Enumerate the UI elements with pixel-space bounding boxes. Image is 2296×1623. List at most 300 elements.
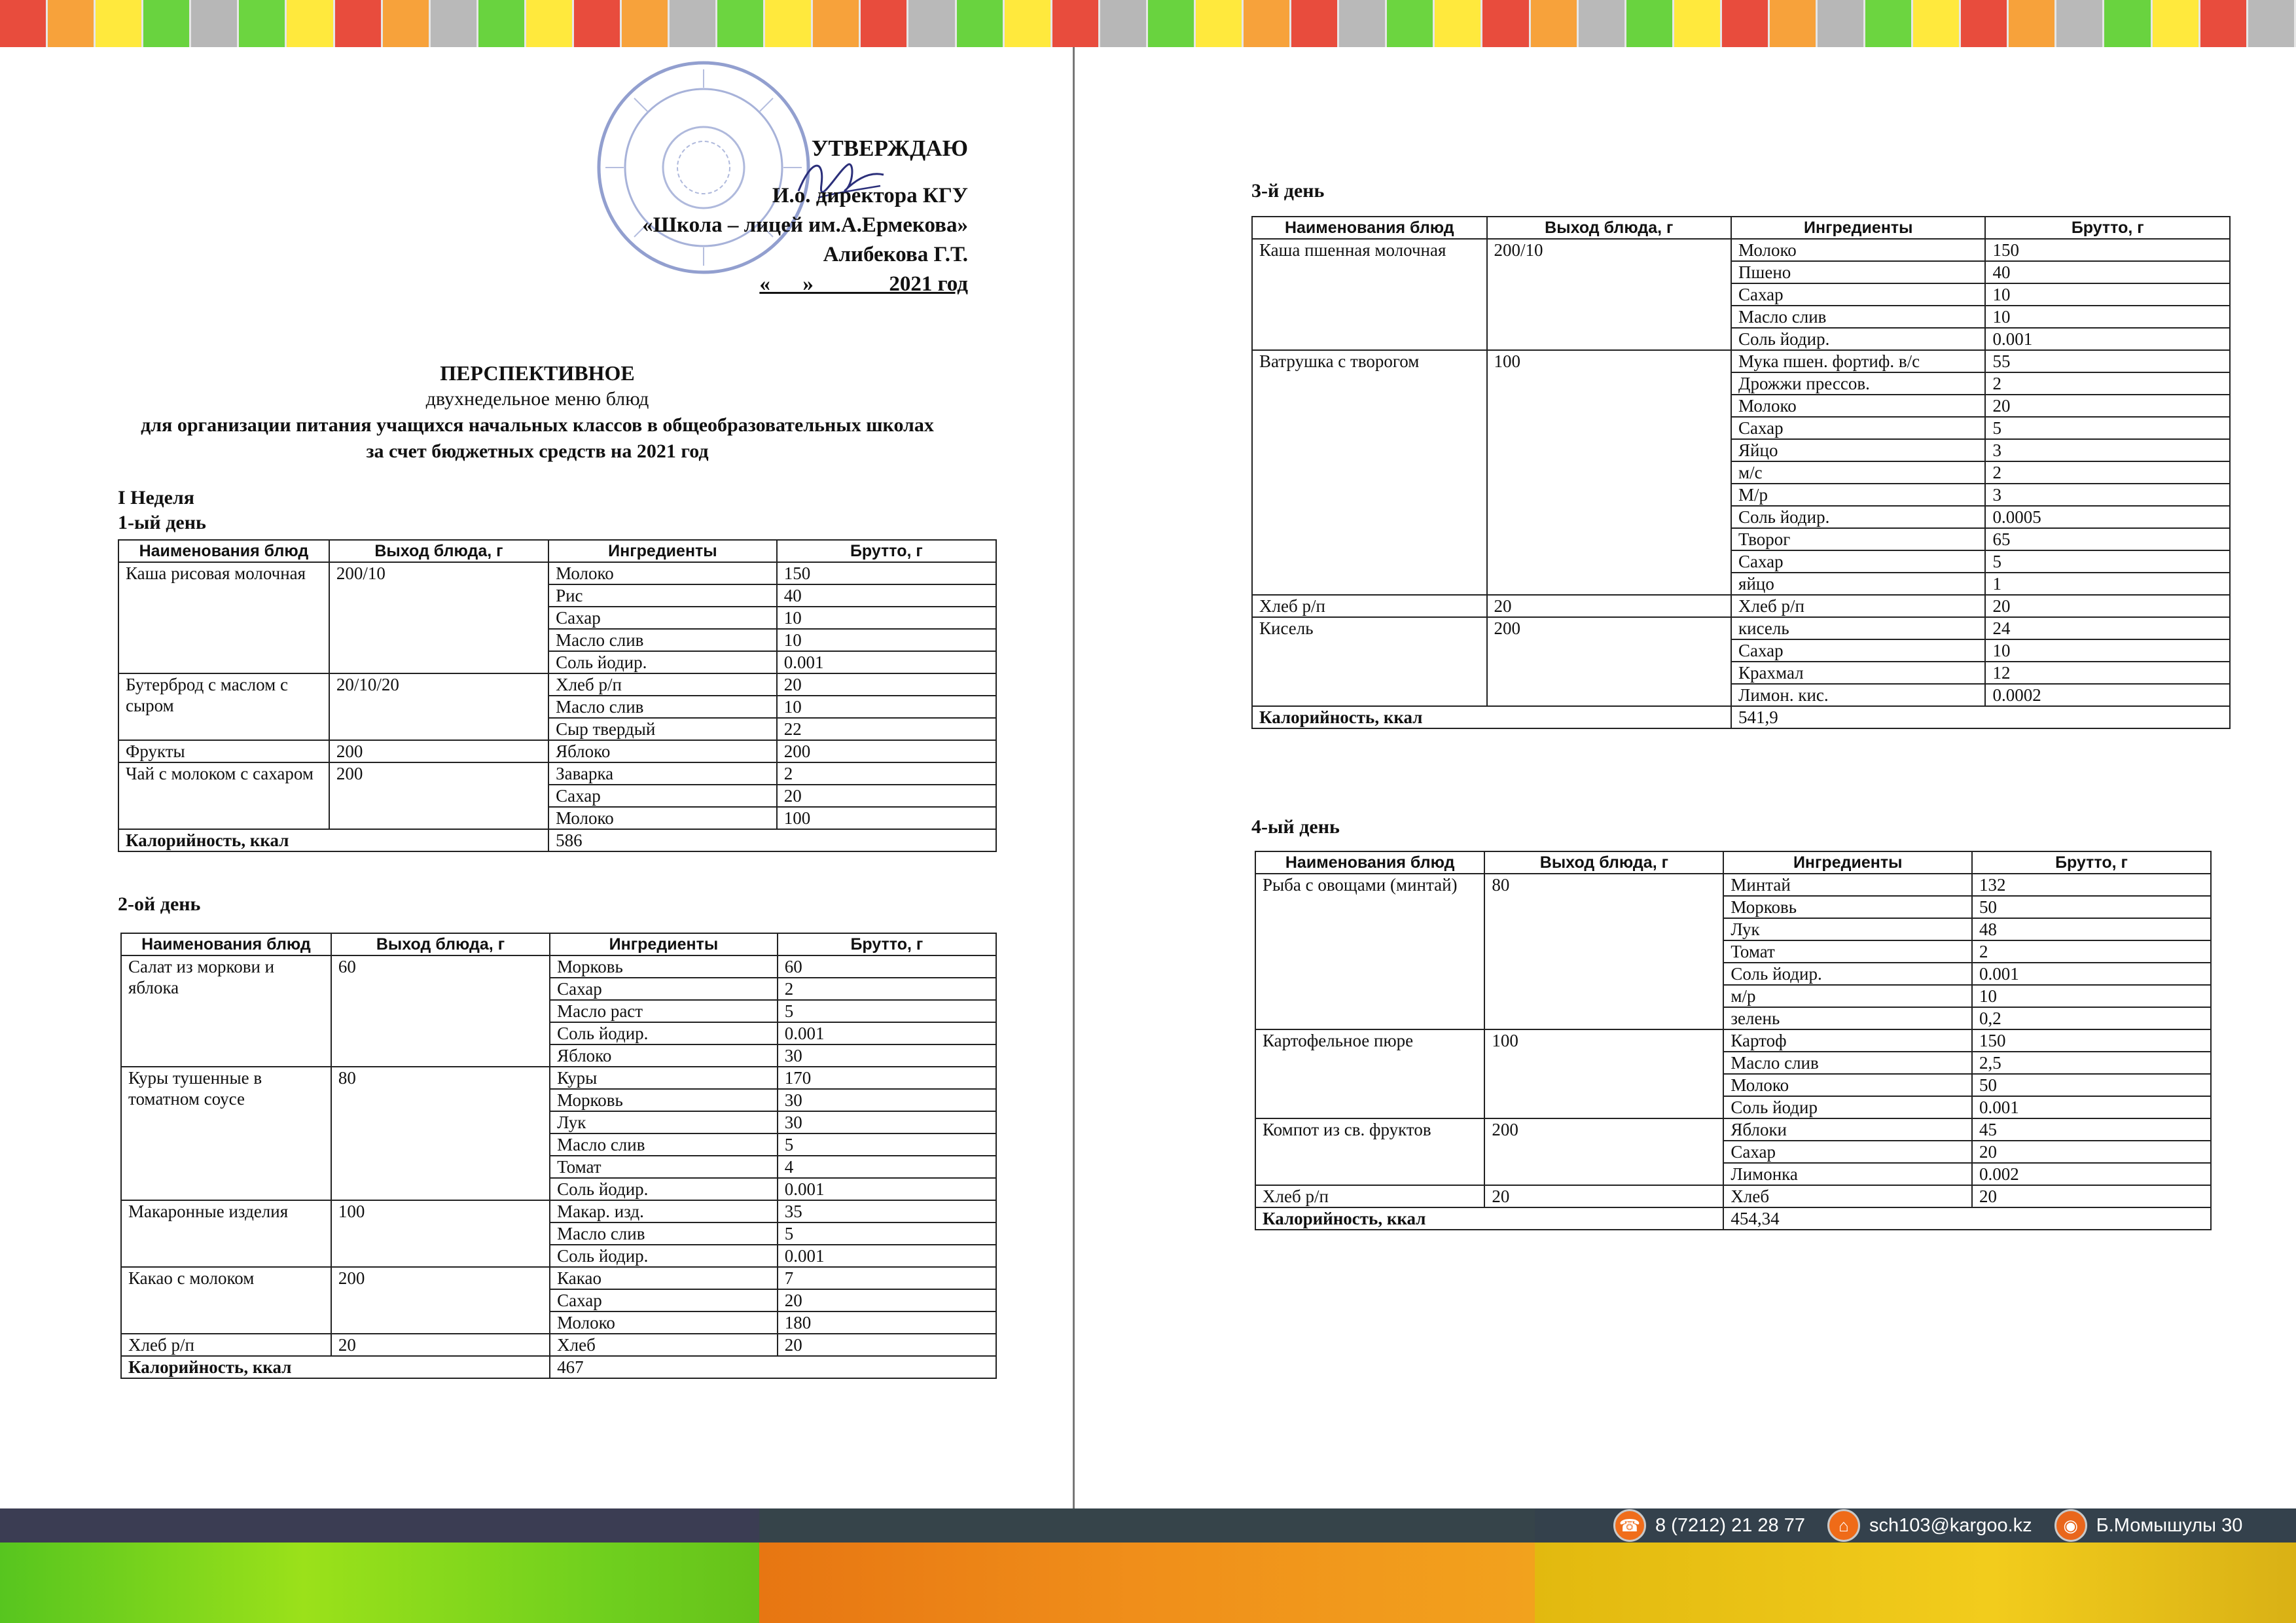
table-row <box>1255 1118 2211 1141</box>
dish-name-cell: Рыба с овощами (минтай) <box>1255 874 1484 1029</box>
ingredient-cell: Минтай <box>1723 874 1972 896</box>
stripe-square <box>191 0 239 47</box>
ingredient-cell: Масло слив <box>1731 306 1985 328</box>
calorie-value: 586 <box>548 829 996 851</box>
contact-bar <box>1535 1508 2296 1543</box>
gross-cell: 2 <box>1985 461 2230 484</box>
gross-cell: 3 <box>1985 439 2230 461</box>
ingredient-cell: Томат <box>550 1156 778 1178</box>
gross-cell: 20 <box>1985 395 2230 417</box>
gross-cell: 0.001 <box>778 1178 996 1200</box>
ingredient-cell: м/с <box>1731 461 1985 484</box>
stripe-square <box>1818 0 1865 47</box>
stripe-square <box>526 0 574 47</box>
gross-cell: 60 <box>778 955 996 978</box>
ingredient-cell: Хлеб р/п <box>1731 595 1985 617</box>
gross-cell: 65 <box>1985 528 2230 550</box>
table-row <box>1255 874 2211 896</box>
stripe-square <box>383 0 431 47</box>
gross-cell: 30 <box>778 1089 996 1111</box>
ingredient-cell: Соль йодир. <box>548 651 777 673</box>
table-row <box>118 673 996 696</box>
table-row <box>1255 1185 2211 1207</box>
column-header-dish: Наименования блюд <box>121 933 331 955</box>
ingredient-cell: Соль йодир. <box>1731 328 1985 350</box>
menu-table-day-4 <box>1255 851 2212 1230</box>
ingredient-cell: Сахар <box>1731 283 1985 306</box>
table-header-row <box>118 540 996 562</box>
stripe-square <box>1148 0 1196 47</box>
ingredient-cell: Мука пшен. фортиф. в/с <box>1731 350 1985 372</box>
table-row <box>121 1200 996 1222</box>
yield-cell: 20 <box>1487 595 1732 617</box>
approval-organization: «Школа – лицей им.А.Ермекова» <box>642 213 968 237</box>
column-header-yield: Выход блюда, г <box>1484 851 1723 874</box>
table-header-row <box>1252 217 2230 239</box>
dish-name-cell: Хлеб р/п <box>1252 595 1487 617</box>
column-header-gross: Брутто, г <box>1972 851 2211 874</box>
gross-cell: 0,2 <box>1972 1007 2211 1029</box>
mail-icon: ⌂ <box>1827 1509 1860 1542</box>
location-icon: ◉ <box>2054 1509 2087 1542</box>
ingredient-cell: Лимонка <box>1723 1163 1972 1185</box>
ingredient-cell: Соль йодир. <box>550 1022 778 1044</box>
ingredient-cell: Лук <box>1723 918 1972 940</box>
ingredient-cell: Морковь <box>550 955 778 978</box>
stripe-square <box>1100 0 1148 47</box>
column-header-ingredients: Ингредиенты <box>1731 217 1985 239</box>
ingredient-cell: Сахар <box>550 1289 778 1311</box>
stripe-square <box>1291 0 1339 47</box>
calorie-row <box>1255 1207 2211 1230</box>
ingredient-cell: Сахар <box>1723 1141 1972 1163</box>
column-header-dish: Наименования блюд <box>1255 851 1484 874</box>
gross-cell: 10 <box>1972 985 2211 1007</box>
stripe-square <box>957 0 1005 47</box>
ingredient-cell: Лук <box>550 1111 778 1133</box>
calorie-value: 454,34 <box>1723 1207 2211 1230</box>
document-page-right <box>1077 47 2296 1508</box>
column-header-dish: Наименования блюд <box>118 540 329 562</box>
ingredient-cell: Молоко <box>1723 1074 1972 1096</box>
calorie-label: Калорийность, ккал <box>1252 706 1731 728</box>
yield-cell: 200 <box>329 762 548 829</box>
ingredient-cell: Молоко <box>1731 395 1985 417</box>
dish-name-cell: Фрукты <box>118 740 329 762</box>
gross-cell: 0.001 <box>777 651 996 673</box>
gross-cell: 0.001 <box>1985 328 2230 350</box>
column-header-gross: Брутто, г <box>777 540 996 562</box>
yield-cell: 20/10/20 <box>329 673 548 740</box>
stripe-square <box>2200 0 2248 47</box>
stripe-square <box>1865 0 1913 47</box>
contact-email[interactable]: sch103@kargoo.kz <box>1869 1514 2032 1536</box>
ingredient-cell: Сахар <box>548 607 777 629</box>
stripe-square <box>1770 0 1818 47</box>
ingredient-cell: Картоф <box>1723 1029 1972 1052</box>
stripe-square <box>239 0 287 47</box>
gross-cell: 10 <box>777 696 996 718</box>
stripe-square <box>2056 0 2104 47</box>
ingredient-cell: Томат <box>1723 940 1972 963</box>
gross-cell: 7 <box>778 1267 996 1289</box>
stripe-square <box>1482 0 1530 47</box>
column-header-ingredients: Ингредиенты <box>1723 851 1972 874</box>
bottom-gradient-band <box>0 1543 2296 1623</box>
stripe-square <box>1244 0 1291 47</box>
gross-cell: 0.001 <box>778 1022 996 1044</box>
yield-cell: 80 <box>1484 874 1723 1029</box>
stripe-square <box>1531 0 1579 47</box>
calorie-row <box>121 1356 996 1378</box>
gross-cell: 180 <box>778 1311 996 1334</box>
gross-cell: 48 <box>1972 918 2211 940</box>
stripe-square <box>765 0 813 47</box>
gross-cell: 30 <box>778 1044 996 1067</box>
ingredient-cell: Пшено <box>1731 261 1985 283</box>
dish-name-cell: Хлеб р/п <box>121 1334 331 1356</box>
stripe-square <box>813 0 861 47</box>
ingredient-cell: Яблоки <box>1723 1118 1972 1141</box>
gross-cell: 5 <box>1985 550 2230 573</box>
stripe-square <box>478 0 526 47</box>
ingredient-cell: Масло слив <box>1723 1052 1972 1074</box>
document-subtitle-1: двухнедельное меню блюд <box>425 388 649 410</box>
ingredient-cell: Масло раст <box>550 1000 778 1022</box>
calorie-label: Калорийность, ккал <box>118 829 548 851</box>
yield-cell: 60 <box>331 955 550 1067</box>
ingredient-cell: Дрожжи прессов. <box>1731 372 1985 395</box>
footer-segment-2 <box>759 1508 1535 1543</box>
ingredient-cell: Соль йодир. <box>550 1245 778 1267</box>
menu-table-day-3 <box>1251 216 2231 729</box>
ingredient-cell: м/р <box>1723 985 1972 1007</box>
gross-cell: 20 <box>1972 1185 2211 1207</box>
table-row <box>121 1334 996 1356</box>
gross-cell: 50 <box>1972 1074 2211 1096</box>
column-header-dish: Наименования блюд <box>1252 217 1487 239</box>
approval-signatory: Алибекова Г.Т. <box>823 243 968 266</box>
yield-cell: 200 <box>329 740 548 762</box>
document-title-block <box>0 360 1075 465</box>
stripe-square <box>1961 0 2009 47</box>
stripe-square <box>622 0 670 47</box>
gross-cell: 150 <box>777 562 996 584</box>
gross-cell: 30 <box>778 1111 996 1133</box>
stripe-square <box>1913 0 1961 47</box>
ingredient-cell: Рис <box>548 584 777 607</box>
ingredient-cell: Лимон. кис. <box>1731 684 1985 706</box>
column-header-gross: Брутто, г <box>1985 217 2230 239</box>
stripe-square <box>2153 0 2200 47</box>
table-row <box>118 740 996 762</box>
gross-cell: 2,5 <box>1972 1052 2211 1074</box>
dish-name-cell: Какао с молоком <box>121 1267 331 1334</box>
gross-cell: 20 <box>1985 595 2230 617</box>
ingredient-cell: Хлеб р/п <box>548 673 777 696</box>
table-row <box>121 955 996 978</box>
stripe-square <box>670 0 717 47</box>
menu-table-day-1 <box>118 539 997 852</box>
ingredient-cell: Хлеб <box>1723 1185 1972 1207</box>
table-header-row <box>1255 851 2211 874</box>
gross-cell: 5 <box>778 1000 996 1022</box>
gross-cell: 10 <box>1985 306 2230 328</box>
ingredient-cell: Заварка <box>548 762 777 785</box>
gross-cell: 4 <box>778 1156 996 1178</box>
stripe-square <box>1626 0 1674 47</box>
gross-cell: 3 <box>1985 484 2230 506</box>
bottom-green-band <box>0 1543 759 1623</box>
ingredient-cell: Молоко <box>548 562 777 584</box>
ingredient-cell: Какао <box>550 1267 778 1289</box>
dish-name-cell: Макаронные изделия <box>121 1200 331 1267</box>
table-row <box>121 1267 996 1289</box>
ingredient-cell: Соль йодир. <box>550 1178 778 1200</box>
dish-name-cell: Каша пшенная молочная <box>1252 239 1487 350</box>
table-row <box>1252 595 2230 617</box>
gross-cell: 40 <box>1985 261 2230 283</box>
gross-cell: 20 <box>778 1289 996 1311</box>
stripe-square <box>1722 0 1770 47</box>
ingredient-cell: Макар. изд. <box>550 1200 778 1222</box>
ingredient-cell: Сахар <box>1731 550 1985 573</box>
stripe-square <box>717 0 765 47</box>
column-header-yield: Выход блюда, г <box>1487 217 1732 239</box>
ingredient-cell: Масло слив <box>550 1222 778 1245</box>
ingredient-cell: Яблоко <box>548 740 777 762</box>
ingredient-cell: Молоко <box>548 807 777 829</box>
gross-cell: 10 <box>777 629 996 651</box>
ingredient-cell: Творог <box>1731 528 1985 550</box>
phone-icon: ☎ <box>1613 1509 1646 1542</box>
dish-name-cell: Кисель <box>1252 617 1487 706</box>
gross-cell: 5 <box>1985 417 2230 439</box>
calorie-label: Калорийность, ккал <box>1255 1207 1723 1230</box>
calorie-row <box>1252 706 2230 728</box>
yield-cell: 200 <box>1484 1118 1723 1185</box>
gross-cell: 20 <box>1972 1141 2211 1163</box>
dish-name-cell: Каша рисовая молочная <box>118 562 329 673</box>
stripe-square <box>2009 0 2056 47</box>
dish-name-cell: Ватрушка с творогом <box>1252 350 1487 595</box>
week-heading: I Неделя <box>118 487 194 508</box>
calorie-label: Калорийность, ккал <box>121 1356 550 1378</box>
ingredient-cell: Масло слив <box>550 1133 778 1156</box>
table-row <box>118 562 996 584</box>
menu-table-day-2 <box>120 933 997 1379</box>
column-header-gross: Брутто, г <box>778 933 996 955</box>
dish-name-cell: Чай с молоком с сахаром <box>118 762 329 829</box>
gross-cell: 0.001 <box>1972 1096 2211 1118</box>
yield-cell: 20 <box>1484 1185 1723 1207</box>
gross-cell: 2 <box>777 762 996 785</box>
ingredient-cell: Сахар <box>1731 639 1985 662</box>
gross-cell: 22 <box>777 718 996 740</box>
yield-cell: 200 <box>1487 617 1732 706</box>
gross-cell: 55 <box>1985 350 2230 372</box>
column-header-yield: Выход блюда, г <box>331 933 550 955</box>
gross-cell: 10 <box>1985 639 2230 662</box>
table-row <box>121 1067 996 1089</box>
calorie-row <box>118 829 996 851</box>
table-row <box>1252 617 2230 639</box>
ingredient-cell: Яйцо <box>1731 439 1985 461</box>
stripe-square <box>2104 0 2152 47</box>
yield-cell: 20 <box>331 1334 550 1356</box>
gross-cell: 5 <box>778 1222 996 1245</box>
stripe-square <box>1387 0 1435 47</box>
gross-cell: 200 <box>777 740 996 762</box>
dish-name-cell: Компот из св. фруктов <box>1255 1118 1484 1185</box>
gross-cell: 2 <box>778 978 996 1000</box>
gross-cell: 10 <box>1985 283 2230 306</box>
yield-cell: 80 <box>331 1067 550 1200</box>
calorie-value: 467 <box>550 1356 996 1378</box>
calorie-value: 541,9 <box>1731 706 2230 728</box>
gross-cell: 0.001 <box>778 1245 996 1267</box>
gross-cell: 20 <box>778 1334 996 1356</box>
column-header-yield: Выход блюда, г <box>329 540 548 562</box>
stripe-square <box>48 0 96 47</box>
stripe-square <box>1339 0 1387 47</box>
stripe-square <box>143 0 191 47</box>
gross-cell: 24 <box>1985 617 2230 639</box>
yield-cell: 200/10 <box>1487 239 1732 350</box>
gross-cell: 20 <box>777 785 996 807</box>
gross-cell: 10 <box>777 607 996 629</box>
ingredient-cell: Хлеб <box>550 1334 778 1356</box>
gross-cell: 20 <box>777 673 996 696</box>
ingredient-cell: Масло слив <box>548 696 777 718</box>
ingredient-cell: Сахар <box>550 978 778 1000</box>
dish-name-cell: Бутерброд с маслом с сыром <box>118 673 329 740</box>
ingredient-cell: Морковь <box>550 1089 778 1111</box>
approval-date: « » 2021 год <box>759 272 968 296</box>
ingredient-cell: Куры <box>550 1067 778 1089</box>
day-heading-4: 4-ый день <box>1251 816 1340 838</box>
contact-address: Б.Момышулы 30 <box>2096 1514 2243 1536</box>
ingredient-cell: яйцо <box>1731 573 1985 595</box>
ingredient-cell: Соль йодир <box>1723 1096 1972 1118</box>
stripe-square <box>1196 0 1244 47</box>
document-title: ПЕРСПЕКТИВНОЕ <box>440 361 635 385</box>
color-stripe-bar <box>0 0 2296 47</box>
bottom-orange-band <box>759 1543 1535 1623</box>
stripe-square <box>1005 0 1052 47</box>
gross-cell: 40 <box>777 584 996 607</box>
yield-cell: 100 <box>1487 350 1732 595</box>
approval-title: УТВЕРЖДАЮ <box>811 135 968 161</box>
contact-phone[interactable]: 8 (7212) 21 28 77 <box>1655 1514 1805 1536</box>
dish-name-cell: Картофельное пюре <box>1255 1029 1484 1118</box>
gross-cell: 150 <box>1985 239 2230 261</box>
table-row <box>1252 350 2230 372</box>
document-subtitle-2: для организации питания учащихся начальных классов в общеобразовательных школах <box>141 414 934 436</box>
ingredient-cell: Молоко <box>550 1311 778 1334</box>
stripe-square <box>287 0 334 47</box>
stripe-square <box>2248 0 2296 47</box>
yield-cell: 100 <box>331 1200 550 1267</box>
bottom-yellow-band <box>1535 1543 2296 1623</box>
day-heading-3: 3-й день <box>1251 180 1325 202</box>
gross-cell: 0.0005 <box>1985 506 2230 528</box>
stripe-square <box>908 0 956 47</box>
ingredient-cell: кисель <box>1731 617 1985 639</box>
table-row <box>1252 239 2230 261</box>
gross-cell: 100 <box>777 807 996 829</box>
gross-cell: 35 <box>778 1200 996 1222</box>
gross-cell: 2 <box>1985 372 2230 395</box>
gross-cell: 2 <box>1972 940 2211 963</box>
gross-cell: 0.001 <box>1972 963 2211 985</box>
footer-segment-1 <box>0 1508 759 1543</box>
ingredient-cell: Молоко <box>1731 239 1985 261</box>
approval-position: И.о. директора КГУ <box>772 184 968 207</box>
ingredient-cell: М/р <box>1731 484 1985 506</box>
table-row <box>1255 1029 2211 1052</box>
contact-footer <box>0 1508 2296 1543</box>
ingredient-cell: Сахар <box>548 785 777 807</box>
document-subtitle-3: за счет бюджетных средств на 2021 год <box>366 440 709 462</box>
document-page-left <box>0 47 1075 1508</box>
stripe-square <box>1674 0 1722 47</box>
ingredient-cell: зелень <box>1723 1007 1972 1029</box>
ingredient-cell: Соль йодир. <box>1731 506 1985 528</box>
gross-cell: 0.0002 <box>1985 684 2230 706</box>
stripe-square <box>1435 0 1482 47</box>
stripe-square <box>431 0 478 47</box>
stripe-square <box>96 0 143 47</box>
dish-name-cell: Хлеб р/п <box>1255 1185 1484 1207</box>
ingredient-cell: Сыр твердый <box>548 718 777 740</box>
stripe-square <box>0 0 48 47</box>
gross-cell: 1 <box>1985 573 2230 595</box>
yield-cell: 200 <box>331 1267 550 1334</box>
column-header-ingredients: Ингредиенты <box>550 933 778 955</box>
gross-cell: 0.002 <box>1972 1163 2211 1185</box>
ingredient-cell: Морковь <box>1723 896 1972 918</box>
stripe-square <box>861 0 908 47</box>
dish-name-cell: Салат из моркови и яблока <box>121 955 331 1067</box>
dish-name-cell: Куры тушенные в томатном соусе <box>121 1067 331 1200</box>
day-heading-2: 2-ой день <box>118 893 201 915</box>
ingredient-cell: Соль йодир. <box>1723 963 1972 985</box>
stripe-square <box>335 0 383 47</box>
gross-cell: 50 <box>1972 896 2211 918</box>
stripe-square <box>1579 0 1626 47</box>
table-row <box>118 762 996 785</box>
yield-cell: 200/10 <box>329 562 548 673</box>
stripe-square <box>1052 0 1100 47</box>
day-heading-1: 1-ый день <box>118 512 206 533</box>
gross-cell: 12 <box>1985 662 2230 684</box>
gross-cell: 150 <box>1972 1029 2211 1052</box>
approval-block <box>642 134 968 299</box>
column-header-ingredients: Ингредиенты <box>548 540 777 562</box>
ingredient-cell: Масло слив <box>548 629 777 651</box>
gross-cell: 5 <box>778 1133 996 1156</box>
yield-cell: 100 <box>1484 1029 1723 1118</box>
ingredient-cell: Крахмал <box>1731 662 1985 684</box>
gross-cell: 170 <box>778 1067 996 1089</box>
stripe-square <box>574 0 622 47</box>
gross-cell: 45 <box>1972 1118 2211 1141</box>
table-header-row <box>121 933 996 955</box>
gross-cell: 132 <box>1972 874 2211 896</box>
ingredient-cell: Яблоко <box>550 1044 778 1067</box>
ingredient-cell: Сахар <box>1731 417 1985 439</box>
